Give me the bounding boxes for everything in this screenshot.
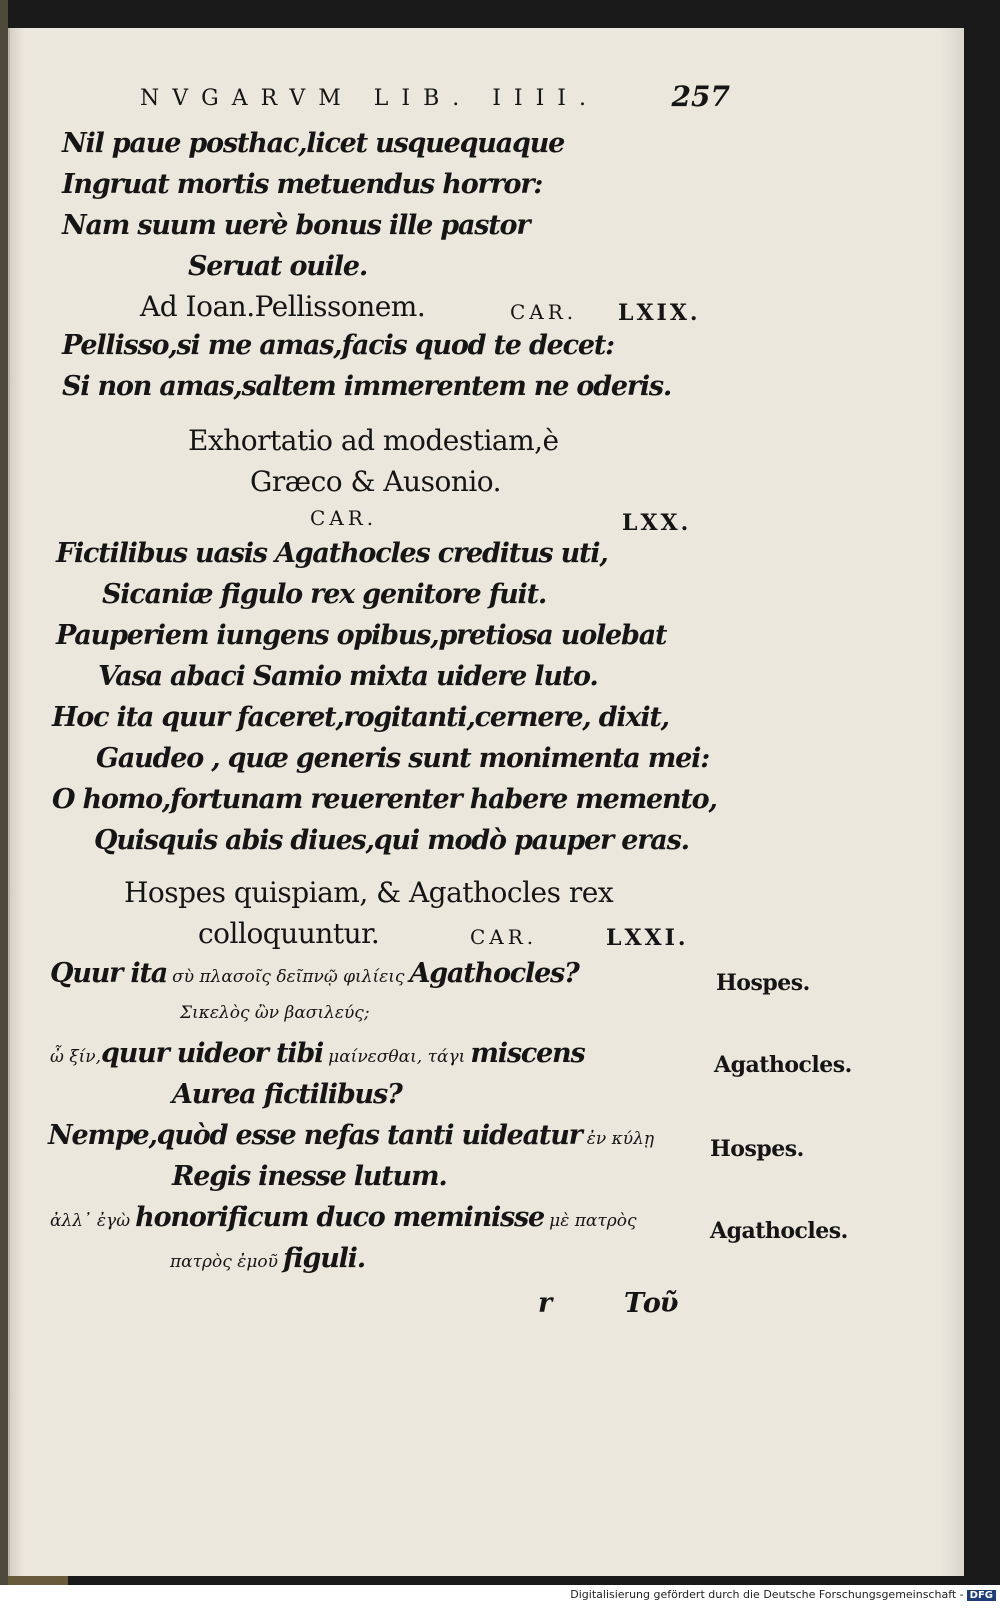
verse-line: Nam suum uerè bonus ille pastor (62, 210, 530, 241)
latin-text: figuli. (283, 1243, 365, 1274)
poem-title: Hospes quispiam, & Agathocles rex (124, 876, 614, 909)
digitization-credit (570, 1588, 1000, 1601)
page-number: 257 (671, 80, 730, 113)
dialogue-line (50, 958, 579, 989)
greek-text: πατρὸς ἐμοῦ (170, 1252, 278, 1272)
carmen-number: LXX. (622, 510, 692, 536)
spine-edge (0, 0, 8, 1585)
verse-line: Seruat ouile. (188, 251, 368, 282)
verse-line: Quisquis abis diues,qui modò pauper eras. (94, 825, 689, 856)
speaker-note: Hospes. (710, 1136, 804, 1162)
dialogue-line (48, 1120, 654, 1151)
carmen-label: CAR. (470, 925, 538, 949)
book-page (8, 28, 964, 1576)
latin-text: honorificum duco meminisse (135, 1202, 545, 1233)
verse-line: Nil paue posthac,licet usquequaque (62, 128, 565, 159)
page-header (140, 80, 730, 126)
latin-text: quur uideor tibi (101, 1038, 324, 1069)
verse-line: Regis inesse lutum. (172, 1161, 447, 1192)
greek-text: ἐν κύλῃ (586, 1129, 655, 1149)
verse-line: Pellisso,si me amas,facis quod te decet: (62, 330, 614, 361)
speaker-note: Agathocles. (714, 1052, 852, 1078)
verse-line: Aurea fictilibus? (172, 1079, 402, 1110)
carmen-number: LXIX. (618, 300, 701, 326)
carmen-number: LXXI. (606, 925, 689, 951)
poem-title: Græco & Ausonio. (250, 465, 502, 498)
greek-text: ὦ ξίν, (50, 1047, 102, 1067)
verse-line: Vasa abaci Samio mixta uidere luto. (98, 661, 598, 692)
verse-line: Ingruat mortis metuendus horror: (62, 169, 543, 200)
latin-text: miscens (470, 1038, 585, 1069)
dfg-logo: DFG (967, 1590, 996, 1601)
greek-text: μὲ πατρὸς (549, 1211, 637, 1231)
latin-text: Nempe,quòd esse nefas tanti uideatur (48, 1120, 582, 1151)
poem-title: colloquuntur. (198, 917, 380, 950)
greek-text: ἀλλ᾽ ἐγὼ (50, 1211, 131, 1231)
latin-text: Agathocles? (409, 958, 579, 989)
verse-line: Sicaniæ figulo rex genitore fuit. (102, 579, 547, 610)
catchword: Τοῦ (624, 1288, 678, 1319)
carmen-label: CAR. (310, 506, 378, 530)
verse-line: Fictilibus uasis Agathocles creditus uti, (56, 538, 608, 569)
dialogue-line (170, 1243, 365, 1274)
verse-line: Pauperiem iungens opibus,pretiosa uolebat (56, 620, 667, 651)
carmen-label: CAR. (510, 300, 578, 324)
greek-text: μαίνεσθαι, τάγι (328, 1047, 466, 1067)
verse-line: O homo,fortunam reuerenter habere memento, (52, 784, 717, 815)
verse-line: Si non amas,saltem immerentem ne oderis. (62, 371, 672, 402)
signature-mark: r (538, 1288, 552, 1319)
poem-title: Ad Ioan.Pellissonem. (140, 290, 426, 323)
dialogue-line (50, 1038, 584, 1069)
poem-title: Exhortatio ad modestiam,è (188, 424, 559, 457)
latin-text: Quur ita (50, 958, 168, 989)
greek-text: σὺ πλασοῖς δεῖπνῷ φιλίεις (172, 967, 405, 987)
running-head: NVGARVM LIB. IIII. (140, 86, 599, 111)
verse-line: Hoc ita quur faceret,rogitanti,cernere, dixit, (52, 702, 669, 733)
dialogue-line (50, 1202, 637, 1233)
speaker-note: Agathocles. (710, 1218, 848, 1244)
credit-text: Digitalisierung gefördert durch die Deutsche Forschungsgemeinschaft - (570, 1588, 964, 1601)
greek-line: Σικελὸς ὢν βασιλεύς; (180, 1003, 370, 1023)
speaker-note: Hospes. (716, 970, 810, 996)
verse-line: Gaudeo , quæ generis sunt monimenta mei: (96, 743, 709, 774)
